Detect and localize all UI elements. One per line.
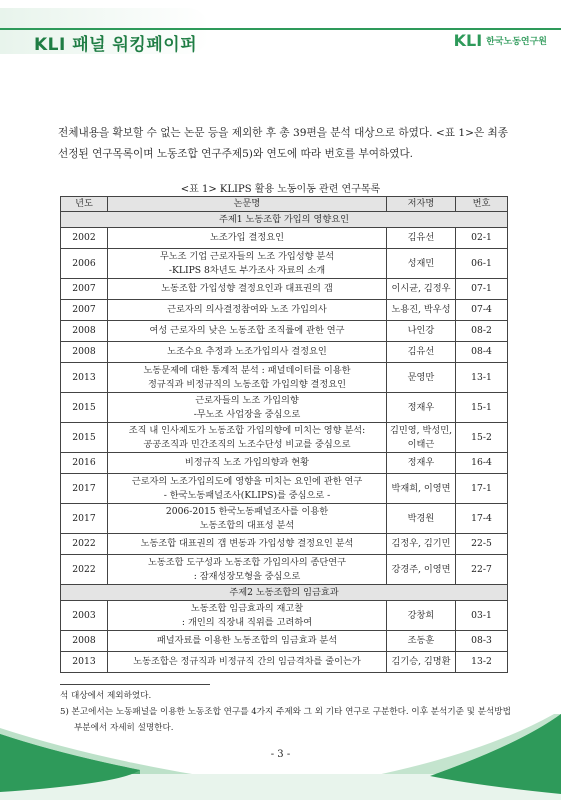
cell-title: 무노조 기업 근로자들의 노조 가입성향 분석 -KLIPS 8차년도 부가조사 자료의 소개 (108, 249, 387, 279)
table-row (61, 228, 508, 249)
table-caption: <표 1> KLIPS 활용 노동이동 관련 연구목록 (180, 184, 381, 195)
cell-year: 2007 (61, 279, 108, 300)
cell-author: 김유선 (387, 228, 456, 249)
footnote-continued: 석 대상에서 제외하였다. (60, 691, 152, 701)
cell-title: 비정규직 노조 가입의향과 현황 (108, 453, 387, 474)
cell-title: 근로자의 의사결정참여와 노조 가입의사 (108, 300, 387, 321)
table-row (61, 279, 508, 300)
cell-number: 16-4 (456, 453, 508, 474)
cell-number: 06-1 (456, 249, 508, 279)
table-row (61, 601, 508, 631)
cell-year: 2003 (61, 601, 108, 631)
cell-number: 08-3 (456, 631, 508, 652)
col-author: 저자명 (387, 197, 456, 212)
cell-author: 성재민 (387, 249, 456, 279)
cell-number: 17-1 (456, 474, 508, 504)
cell-title: 근로자들의 노조 가입의향 -무노조 사업장을 중심으로 (108, 393, 387, 423)
table-row (61, 363, 508, 393)
table-row (61, 504, 508, 534)
cell-author: 김정우, 김기민 (387, 534, 456, 555)
cell-author: 강경주, 이영면 (387, 555, 456, 585)
section-row (61, 585, 508, 601)
cell-year: 2022 (61, 534, 108, 555)
cell-author: 정재우 (387, 453, 456, 474)
table-row (61, 453, 508, 474)
cell-number: 22-5 (456, 534, 508, 555)
cell-title: 패널자료를 이용한 노동조합의 임금효과 분석 (108, 631, 387, 652)
table-row (61, 423, 508, 453)
cell-title: 노동조합은 정규직과 비정규직 간의 임금격차를 줄이는가 (108, 652, 387, 673)
cell-author: 김기승, 김명환 (387, 652, 456, 673)
intro-paragraph: 전체내용을 확보할 수 없는 논문 등을 제외한 후 총 39편을 분석 대상으로 하였다. <표 1>은 최종 선정된 연구목록이며 노동조합 연구주제5)와 연도에 따라 번호를 부여하였다. (58, 127, 509, 160)
cell-number: 03-1 (456, 601, 508, 631)
cell-number: 13-1 (456, 363, 508, 393)
cell-year: 2006 (61, 249, 108, 279)
cell-title: 근로자의 노조가입의도에 영향을 미치는 요인에 관한 연구 - 한국노동패널조사(KLIPS)를 중심으로 - (108, 474, 387, 504)
cell-title: 노동조합 대표권의 갭 변동과 가입성향 결정요인 분석 (108, 534, 387, 555)
cell-year: 2007 (61, 300, 108, 321)
footnote-5: 5) 본고에서는 노동패널을 이용한 노동조합 연구를 4가지 주제와 그 외 기타 연구로 구분한다. 이후 분석기준 및 분석방법 부분에서 자세히 설명한다. (60, 707, 511, 733)
col-title: 논문명 (108, 197, 387, 212)
cell-year: 2008 (61, 342, 108, 363)
cell-title: 노동문제에 대한 통계적 분석 : 패널데이터를 이용한 정규직과 비정규직의 노동조합 가입의향 결정요인 (108, 363, 387, 393)
cell-number: 02-1 (456, 228, 508, 249)
series-title: KLI 패널 워킹페이퍼 (34, 35, 198, 55)
cell-year: 2015 (61, 423, 108, 453)
table-row (61, 321, 508, 342)
table-row (61, 393, 508, 423)
table-row (61, 342, 508, 363)
cell-year: 2002 (61, 228, 108, 249)
logo-mark: KLI (453, 31, 483, 50)
cell-title: 노동조합 도구성과 노동조합 가입의사의 종단연구 : 잠재성장모형을 중심으로 (108, 555, 387, 585)
table-row (61, 300, 508, 321)
cell-number: 07-1 (456, 279, 508, 300)
table-row (61, 631, 508, 652)
cell-year: 2017 (61, 504, 108, 534)
cell-year: 2016 (61, 453, 108, 474)
page-header (0, 0, 561, 58)
cell-title: 노조가입 결정요인 (108, 228, 387, 249)
study-list-table (60, 196, 508, 673)
cell-title: 노동조합 임금효과의 재고찰 : 개인의 직장내 직위를 고려하여 (108, 601, 387, 631)
cell-title: 노조수요 추정과 노조가입의사 결정요인 (108, 342, 387, 363)
cell-number: 15-1 (456, 393, 508, 423)
page-number: - 3 - (270, 749, 291, 760)
cell-number: 08-4 (456, 342, 508, 363)
table-row (61, 534, 508, 555)
cell-title: 노동조합 가입성향 결정요인과 대표권의 갭 (108, 279, 387, 300)
cell-year: 2008 (61, 631, 108, 652)
kli-logo (454, 31, 547, 50)
section-title: 주제2 노동조합의 임금효과 (61, 585, 508, 601)
cell-author: 노용진, 박우성 (387, 300, 456, 321)
table-row (61, 555, 508, 585)
cell-title: 여성 근로자의 낮은 노동조합 조직률에 관한 연구 (108, 321, 387, 342)
cell-year: 2008 (61, 321, 108, 342)
section-row (61, 212, 508, 228)
cell-number: 22-7 (456, 555, 508, 585)
cell-author: 박재희, 이영면 (387, 474, 456, 504)
cell-author: 조동훈 (387, 631, 456, 652)
table-header-row (61, 197, 508, 212)
logo-text: 한국노동연구원 (486, 37, 547, 47)
cell-author: 문영만 (387, 363, 456, 393)
cell-number: 07-4 (456, 300, 508, 321)
cell-author: 정재우 (387, 393, 456, 423)
cell-author: 강창희 (387, 601, 456, 631)
section-title: 주제1 노동조합 가입의 영향요인 (61, 212, 508, 228)
cell-number: 13-2 (456, 652, 508, 673)
cell-year: 2013 (61, 363, 108, 393)
cell-number: 17-4 (456, 504, 508, 534)
cell-author: 박경원 (387, 504, 456, 534)
cell-title: 조직 내 인사제도가 노동조합 가입의향에 미치는 영향 분석: 공공조직과 민간조직의 노조수단성 비교를 중심으로 (108, 423, 387, 453)
col-year: 년도 (61, 197, 108, 212)
cell-title: 2006-2015 한국노동패널조사를 이용한 노동조합의 대표성 분석 (108, 504, 387, 534)
cell-year: 2013 (61, 652, 108, 673)
footnote-rule (60, 684, 210, 685)
cell-number: 08-2 (456, 321, 508, 342)
cell-year: 2015 (61, 393, 108, 423)
cell-year: 2022 (61, 555, 108, 585)
cell-number: 15-2 (456, 423, 508, 453)
cell-year: 2017 (61, 474, 108, 504)
table-row (61, 249, 508, 279)
table-row (61, 474, 508, 504)
cell-author: 김민영, 박성민, 이태근 (387, 423, 456, 453)
cell-author: 나인강 (387, 321, 456, 342)
table-row (61, 652, 508, 673)
col-number: 번호 (456, 197, 508, 212)
cell-author: 이시균, 김정우 (387, 279, 456, 300)
cell-author: 김유선 (387, 342, 456, 363)
